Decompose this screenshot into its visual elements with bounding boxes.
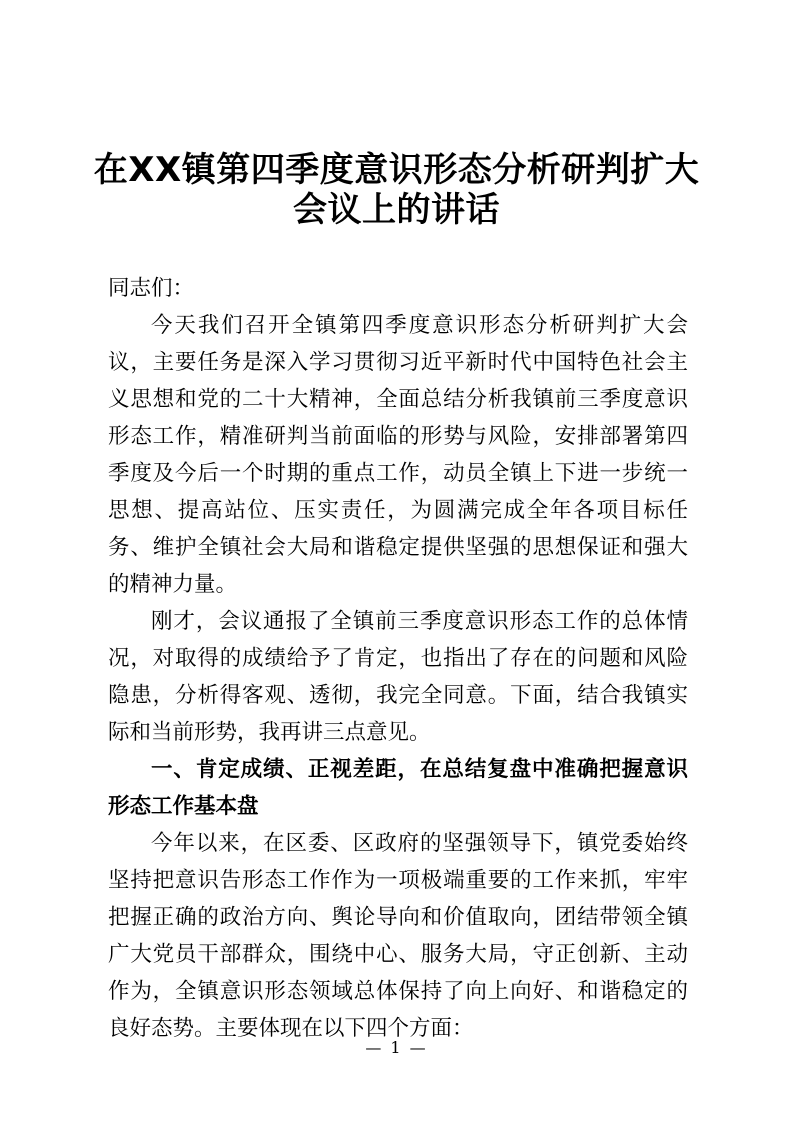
salutation: 同志们： bbox=[108, 276, 195, 301]
body-paragraph-1: 今天我们召开全镇第四季度意识形态分析研判扩大会议，主要任务是深入学习贯彻习近平新时代中国特色社会主义思想和党的二十大精神，全面总结分析我镇前三季度意识形态工作，精准研判当前面临的形势与风险，安排部署第四季度及今后一个时期的重点工作，动员全镇上下进一步统一思想、提高站位、压实责任，为圆满完成全年各项目标任务、维护全镇社会大局和谐稳定提供坚强的思想保证和强大的精神力量。 bbox=[108, 313, 688, 597]
page-number: — 1 — bbox=[365, 1038, 428, 1057]
document-body bbox=[108, 270, 688, 1047]
document-title-line-2: 会议上的讲话 bbox=[293, 190, 500, 230]
body-paragraph-2: 刚才，会议通报了全镇前三季度意识形态工作的总体情况，对取得的成绩给予了肯定，也指出了存在的问题和风险隐患，分析得客观、透彻，我完全同意。下面，结合我镇实际和当前形势，我再讲三点意见。 bbox=[108, 609, 688, 745]
body-paragraph-3: 今年以来，在区委、区政府的坚强领导下，镇党委始终坚持把意识告形态工作作为一项极端重要的工作来抓，牢牢把握正确的政治方向、舆论导向和价值取向，团结带领全镇广大党员干部群众，围绕中心、服务大局，守正创新、主动作为，全镇意识形态领域总体保持了向上向好、和谐稳定的良好态势。主要体现在以下四个方面： bbox=[108, 831, 688, 1041]
document-title-line-1: 在XX镇第四季度意识形态分析研判扩大 bbox=[93, 150, 700, 190]
section-heading-1: 一、肯定成绩、正视差距，在总结复盘中准确把握意识形态工作基本盘 bbox=[108, 757, 688, 819]
